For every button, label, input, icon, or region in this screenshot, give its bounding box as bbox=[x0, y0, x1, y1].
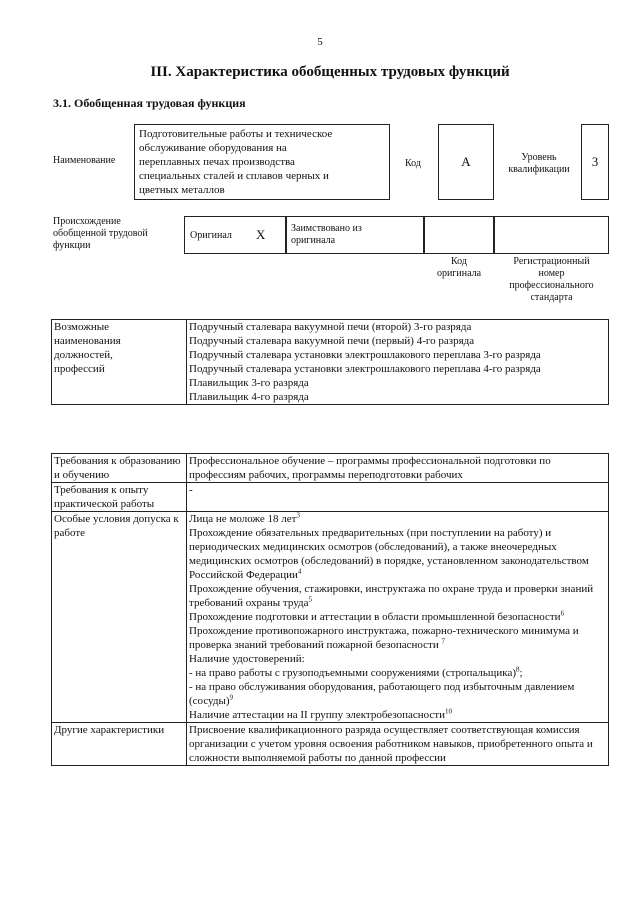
positions-label-line: наименования bbox=[54, 335, 121, 347]
reg-caption-line: стандарта bbox=[530, 292, 573, 303]
table-row bbox=[52, 454, 609, 483]
borrowed-label-line: Заимствовано из bbox=[291, 223, 362, 234]
function-name-line: переплавных печах производства bbox=[139, 156, 295, 168]
table-row bbox=[52, 723, 609, 766]
origin-row bbox=[184, 216, 609, 254]
positions-label-line: должностей, bbox=[54, 349, 113, 361]
position-item: Плавильщик 3-го разряда bbox=[189, 377, 309, 389]
level-label bbox=[500, 152, 578, 176]
origin-label-line: Происхождение bbox=[53, 216, 121, 227]
footnote-ref: 4 bbox=[297, 567, 302, 576]
function-name-line: цветных металлов bbox=[139, 184, 225, 196]
function-name-line: обслуживание оборудования на bbox=[139, 142, 287, 154]
condition-item: Прохождение обучения, стажировки, инструктажа по охране труда и проверки знаний требований охраны труда$^5$ bbox=[189, 583, 594, 609]
education-label: Требования к образованию и обучению bbox=[52, 454, 187, 483]
section-title: III. Характеристика обобщенных трудовых функций bbox=[150, 64, 510, 80]
position-item: Плавильщик 4-го разряда bbox=[189, 391, 309, 403]
original-code-cell bbox=[424, 216, 494, 254]
condition-item: - на право обслуживания оборудования, работающего под избыточным давлением (сосуды)$^9$ bbox=[189, 681, 575, 707]
footnote-ref: 10 bbox=[445, 707, 452, 716]
name-label: Наименование bbox=[53, 155, 116, 166]
positions-label-line: профессий bbox=[54, 363, 105, 375]
reg-caption-line: номер bbox=[538, 268, 565, 279]
condition-item: Наличие аттестации на II группу электробезопасности$^{10}$ bbox=[189, 707, 452, 721]
code-label: Код bbox=[405, 158, 421, 169]
borrowed-label bbox=[286, 216, 424, 254]
footnote-ref: 3 bbox=[296, 511, 300, 520]
function-name-line: специальных сталей и сплавов черных и bbox=[139, 170, 329, 182]
condition-item: Лица не моложе 18 лет$^3$ bbox=[189, 511, 300, 525]
condition-item: - на право работы с грузоподъемными сооружениями (стропальщика)$^8$; bbox=[189, 665, 523, 679]
table-row bbox=[52, 512, 609, 723]
positions-label-line: Возможные bbox=[54, 321, 109, 333]
experience-text: - bbox=[187, 483, 609, 512]
code-caption-line: Код bbox=[451, 256, 467, 267]
other-text: Присвоение квалификационного разряда осуществляет соответствующая комиссия организации с учетом уровня освоения работником навыков, приобретенного опыта и сложности выполняемой работы по данной профессии bbox=[187, 723, 609, 766]
footnote-ref: 7 bbox=[441, 637, 446, 646]
requirements-table bbox=[51, 453, 609, 766]
position-item: Подручный сталевара вакуумной печи (второй) 3-го разряда bbox=[189, 321, 472, 333]
code-value: A bbox=[438, 124, 494, 200]
positions-list bbox=[187, 320, 609, 405]
condition-item: Прохождение противопожарного инструктажа, пожарно-технического минимума и проверка знаний требований пожарной безопасности $^7$ bbox=[189, 625, 579, 651]
origin-label-line: обобщенной трудовой bbox=[53, 228, 148, 239]
reg-caption bbox=[494, 256, 609, 304]
original-label: Оригинал bbox=[184, 216, 240, 254]
footnote-ref: 6 bbox=[560, 609, 565, 618]
page-number: 5 bbox=[317, 36, 323, 48]
experience-label: Требования к опыту практической работы bbox=[52, 483, 187, 512]
code-caption-line: оригинала bbox=[436, 268, 482, 279]
conditions-list bbox=[187, 512, 609, 723]
reg-caption-line: профессионального bbox=[509, 280, 594, 291]
footnote-ref: 9 bbox=[229, 693, 234, 702]
condition-item: Прохождение подготовки и аттестации в области промышленной безопасности$^6$ bbox=[189, 609, 565, 623]
condition-item: Наличие удостоверений: bbox=[189, 653, 305, 665]
original-mark: X bbox=[240, 216, 286, 254]
function-name-line: Подготовительные работы и техническое bbox=[139, 128, 333, 140]
positions-label bbox=[52, 320, 187, 405]
education-text: Профессиональное обучение – программы профессиональной подготовки по профессиям рабочих, программы переподготовки рабочих bbox=[187, 454, 609, 483]
condition-item: Прохождение обязательных предварительных (при поступлении на работу) и периодических медицинских осмотров (обследований), а также внеочередных медицинских осмотров (обследований) в порядке, установленном законодательством Российской Федерации$^4$ bbox=[189, 527, 589, 581]
level-label-line: квалификации bbox=[508, 164, 570, 175]
reg-caption-line: Регистрационный bbox=[513, 256, 590, 267]
positions-table bbox=[51, 319, 609, 405]
code-caption bbox=[424, 256, 494, 280]
origin-label-line: функции bbox=[53, 240, 91, 251]
function-name-box bbox=[134, 124, 390, 200]
subsection-title: 3.1. Обобщенная трудовая функция bbox=[53, 96, 246, 110]
level-label-line: Уровень bbox=[521, 152, 557, 163]
footnote-ref: 5 bbox=[308, 595, 312, 604]
position-item: Подручный сталевара вакуумной печи (первый) 4-го разряда bbox=[189, 335, 475, 347]
footnote-ref: 8 bbox=[516, 665, 520, 674]
position-item: Подручный сталевара установки электрошлакового переплава 3-го разряда bbox=[189, 349, 541, 361]
table-row bbox=[52, 320, 609, 405]
other-label: Другие характеристики bbox=[52, 723, 187, 766]
position-item: Подручный сталевара установки электрошлакового переплава 4-го разряда bbox=[189, 363, 541, 375]
borrowed-label-line: оригинала bbox=[291, 235, 336, 246]
table-row bbox=[52, 483, 609, 512]
registration-number-cell bbox=[494, 216, 609, 254]
level-value: 3 bbox=[581, 124, 609, 200]
origin-label bbox=[53, 216, 148, 252]
conditions-label: Особые условия допуска к работе bbox=[52, 512, 187, 723]
